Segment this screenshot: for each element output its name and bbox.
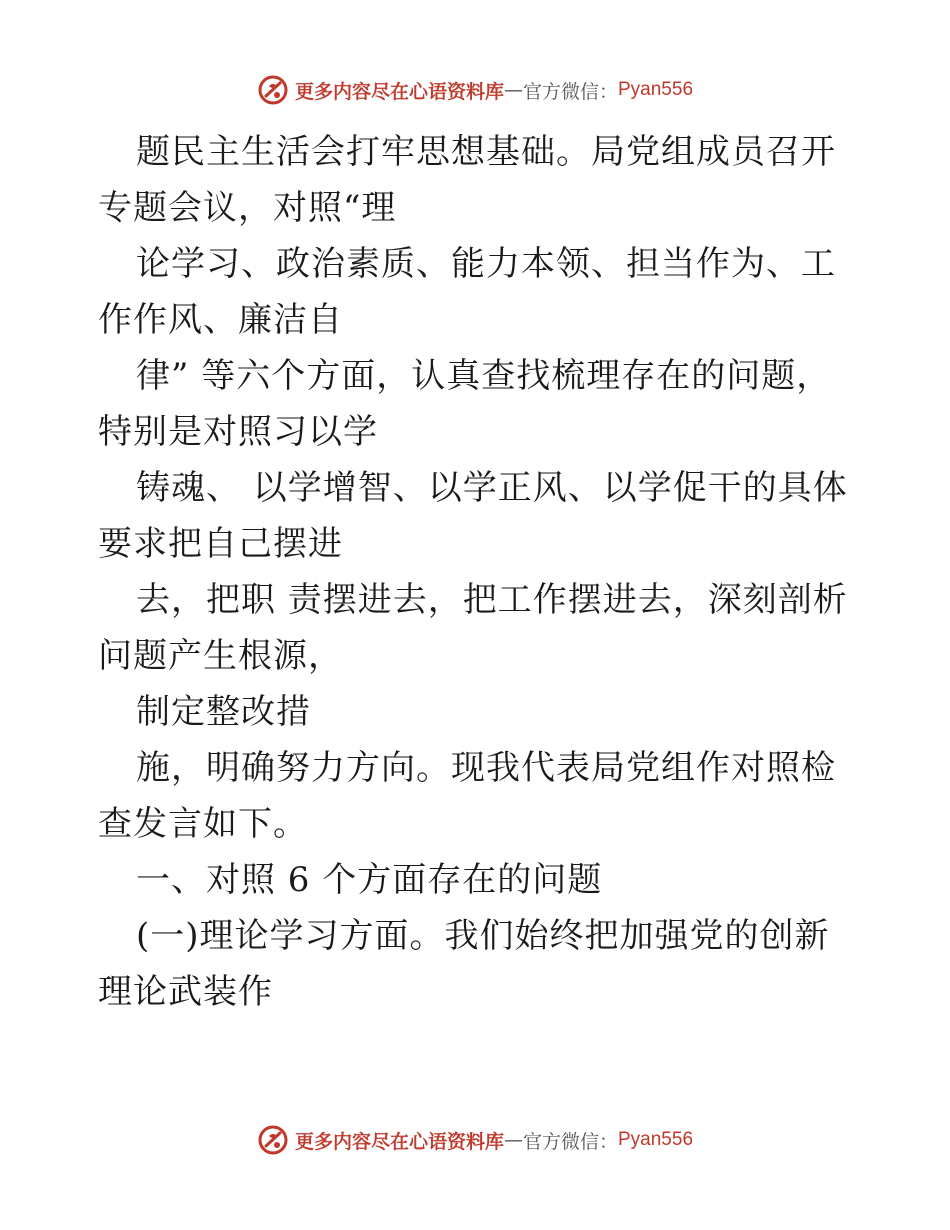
footer-wechat-id: Pyan556 [618,1129,694,1150]
paragraph: (一)理论学习方面。我们始终把加强党的创新理论武装作 [98,916,830,1012]
header-slogan: 更多内容尽在心语资料库 [294,80,504,103]
section-heading: 一、对照 6 个方面存在的问题 [136,860,603,900]
paragraph: 题民主生活会打牢思想基础。局党组成员召开专题会议，对照“理 [98,132,836,228]
logo-icon [257,1124,289,1156]
paragraph: 施，明确努力方向。现我代表局党组作对照检查发言如下。 [98,748,836,844]
footer-watermark [0,1120,950,1160]
paragraph: 律” 等六个方面，认真查找梳理存在的问题，特别是对照习以学 [98,356,832,452]
paragraph: 去，把职 责摆进去，把工作摆进去，深刻剖析问题产生根源， [98,580,848,676]
header-watermark [0,70,950,110]
footer-wechat-label: 官方微信： [522,1130,618,1153]
paragraph: 制定整改措 [136,692,311,732]
header-separator: — [503,79,523,101]
paragraph: 铸魂、 以学增智、以学正风、以学促干的具体要求把自己摆进 [98,468,848,564]
header-wechat-label: 官方微信： [522,80,618,103]
footer-slogan: 更多内容尽在心语资料库 [294,1130,504,1153]
paragraph: 论学习、政治素质、能力本领、担当作为、工作作风、廉洁自 [98,244,836,340]
footer-separator: — [503,1129,523,1151]
document-body [98,124,858,1020]
header-wechat-id: Pyan556 [618,79,694,100]
logo-icon [257,74,289,106]
